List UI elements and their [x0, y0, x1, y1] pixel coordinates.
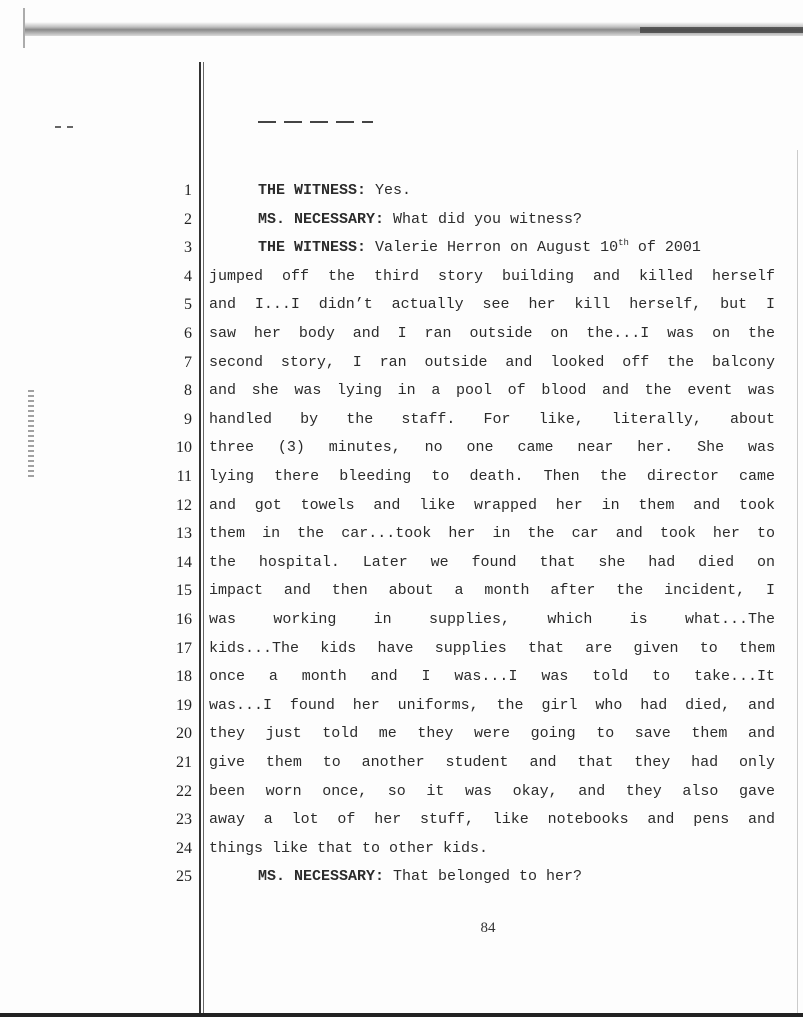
line-number: 24 — [176, 840, 192, 857]
transcript-line — [258, 867, 775, 887]
line-number: 13 — [176, 525, 192, 542]
line-content: was working in supplies, which is what...The — [209, 611, 775, 628]
margin-rule-inner — [203, 62, 204, 1017]
line-number: 5 — [184, 296, 192, 313]
line-content: them in the car...took her in the car and took her to — [209, 525, 775, 542]
line-number: 14 — [176, 554, 192, 571]
line-content: was...I found her uniforms, the girl who had died, and — [209, 697, 775, 714]
speaker-label: THE WITNESS: — [258, 239, 367, 256]
speaker-label: MS. NECESSARY: — [258, 868, 385, 885]
transcript-line — [209, 553, 775, 573]
line-content: Yes. — [366, 182, 412, 199]
line-number: 22 — [176, 783, 192, 800]
line-number: 3 — [184, 239, 192, 256]
line-content: give them to another student and that they had only — [209, 754, 775, 771]
line-number: 12 — [176, 497, 192, 514]
transcript-line — [209, 696, 775, 716]
transcript-line — [209, 639, 775, 659]
line-number: 17 — [176, 640, 192, 657]
transcript-line — [209, 667, 775, 687]
transcript-line — [209, 839, 775, 859]
transcript-line — [209, 353, 775, 373]
line-content-tail: of 2001 — [628, 239, 701, 256]
line-content: kids...The kids have supplies that are given to them — [209, 640, 775, 657]
line-number: 2 — [184, 211, 192, 228]
transcript-line — [209, 581, 775, 601]
line-content: lying there bleeding to death. Then the director came — [209, 468, 775, 485]
line-number: 25 — [176, 868, 192, 885]
line-content: and I...I didn’t actually see her kill herself, but I — [209, 296, 775, 313]
line-content: That belonged to her? — [384, 868, 583, 885]
line-content: things like that to other kids. — [209, 840, 489, 857]
binder-hole-mark — [28, 390, 34, 480]
line-number: 23 — [176, 811, 192, 828]
page-number: 84 — [480, 920, 496, 936]
line-content: second story, I ran outside and looked off the balcony — [209, 354, 775, 371]
transcript-line — [209, 610, 775, 630]
superscript: th — [618, 238, 629, 248]
speaker-label: THE WITNESS: — [258, 182, 367, 199]
transcript-line — [209, 810, 775, 830]
line-content: the hospital. Later we found that she had died on — [209, 554, 775, 571]
line-number: 7 — [184, 354, 192, 371]
transcript-line — [209, 467, 775, 487]
transcript-line — [209, 324, 775, 344]
line-content: jumped off the third story building and killed herself — [209, 268, 775, 285]
scan-artifact-top-dark — [640, 27, 803, 33]
transcript-line — [209, 438, 775, 458]
line-content: What did you witness? — [384, 211, 583, 228]
speaker-label: MS. NECESSARY: — [258, 211, 385, 228]
line-number: 21 — [176, 754, 192, 771]
line-content: three (3) minutes, no one came near her. She was — [209, 439, 775, 456]
line-content: handled by the staff. For like, literally, about — [209, 411, 775, 428]
transcript-line — [209, 496, 775, 516]
line-content: impact and then about a month after the incident, I — [209, 582, 775, 599]
line-content: been worn once, so it was okay, and they also gave — [209, 783, 775, 800]
line-content: saw her body and I ran outside on the...I was on the — [209, 325, 775, 342]
transcript-line — [258, 181, 775, 201]
scan-artifact-edge — [23, 8, 25, 48]
line-content: Valerie Herron on August 10 — [366, 239, 619, 256]
transcript-line — [209, 267, 775, 287]
line-number: 8 — [184, 382, 192, 399]
transcript-line — [209, 753, 775, 773]
margin-rule — [199, 62, 201, 1017]
transcript-line — [209, 381, 775, 401]
line-number: 19 — [176, 697, 192, 714]
line-number: 16 — [176, 611, 192, 628]
line-content: they just told me they were going to save them and — [209, 725, 775, 742]
line-number: 11 — [176, 468, 192, 485]
transcript-line — [209, 295, 775, 315]
bottom-edge — [0, 1013, 803, 1017]
line-number: 15 — [176, 582, 192, 599]
line-number: 20 — [176, 725, 192, 742]
transcript-line — [209, 524, 775, 544]
line-number: 6 — [184, 325, 192, 342]
line-content: and got towels and like wrapped her in them and took — [209, 497, 775, 514]
transcript-line — [258, 210, 775, 230]
transcript-line — [209, 410, 775, 430]
transcript-line — [209, 782, 775, 802]
line-number: 9 — [184, 411, 192, 428]
line-content: away a lot of her stuff, like notebooks and pens and — [209, 811, 775, 828]
line-number: 1 — [184, 182, 192, 199]
transcript-line — [209, 724, 775, 744]
transcript-line — [258, 238, 775, 258]
scan-artifact-dash — [258, 121, 373, 123]
line-content: and she was lying in a pool of blood and the event was — [209, 382, 775, 399]
scan-artifact-dash-left — [55, 126, 77, 128]
line-content: once a month and I was...I was told to take...It — [209, 668, 775, 685]
line-number: 10 — [176, 439, 192, 456]
line-number: 18 — [176, 668, 192, 685]
line-number: 4 — [184, 268, 192, 285]
right-margin-rule — [797, 150, 798, 1017]
